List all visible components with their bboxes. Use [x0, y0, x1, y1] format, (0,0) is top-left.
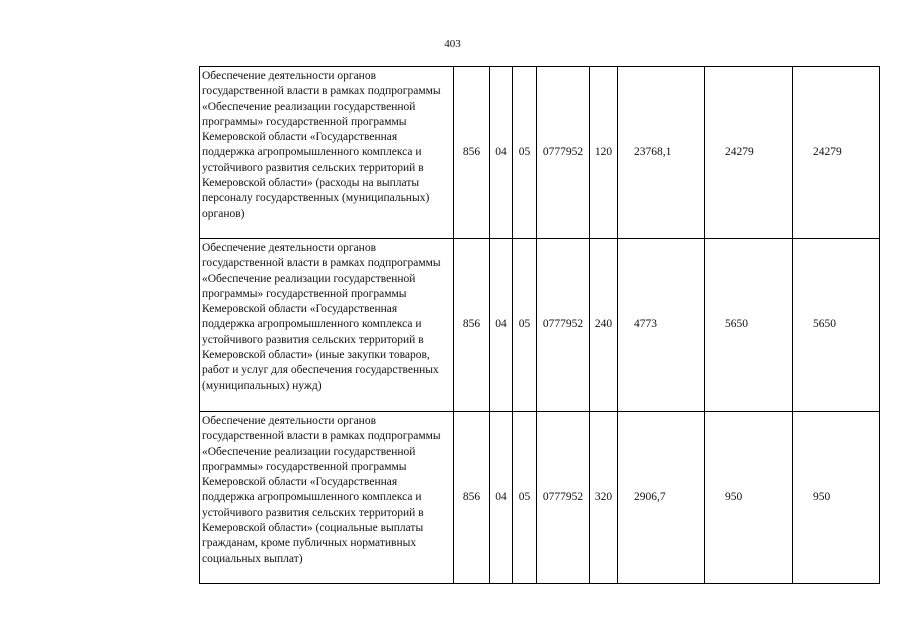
amount-year-1: 4773 — [618, 239, 705, 412]
budget-table — [199, 66, 880, 584]
subsection-code: 05 — [513, 412, 537, 584]
ministry-code: 856 — [454, 239, 490, 412]
row-description: Обеспечение деятельности органов государственной власти в рамках подпрограммы «Обеспечение реализации государственной программы» государственной программы Кемеровской области «Государственная поддержка агропромышленного комплекса и устойчивого развития сельских территорий в Кемеровской области» (социальные выплаты гражданам, кроме публичных нормативных социальных выплат) — [200, 412, 454, 584]
table-row — [200, 412, 880, 584]
amount-year-2: 950 — [705, 412, 793, 584]
amount-year-3: 5650 — [793, 239, 880, 412]
amount-year-1: 23768,1 — [618, 67, 705, 239]
target-article-code: 0777952 — [537, 412, 590, 584]
ministry-code: 856 — [454, 412, 490, 584]
page-number: 403 — [444, 38, 461, 50]
amount-year-3: 24279 — [793, 67, 880, 239]
expense-type-code: 240 — [590, 239, 618, 412]
section-code: 04 — [490, 67, 513, 239]
section-code: 04 — [490, 239, 513, 412]
target-article-code: 0777952 — [537, 239, 590, 412]
expense-type-code: 320 — [590, 412, 618, 584]
subsection-code: 05 — [513, 67, 537, 239]
row-description: Обеспечение деятельности органов государственной власти в рамках подпрограммы «Обеспечение реализации государственной программы» государственной программы Кемеровской области «Государственная поддержка агропромышленного комплекса и устойчивого развития сельских территорий в Кемеровской области» (иные закупки товаров, работ и услуг для обеспечения государственных (муниципальных) нужд) — [200, 239, 454, 412]
ministry-code: 856 — [454, 67, 490, 239]
subsection-code: 05 — [513, 239, 537, 412]
amount-year-1: 2906,7 — [618, 412, 705, 584]
amount-year-3: 950 — [793, 412, 880, 584]
row-description: Обеспечение деятельности органов государственной власти в рамках подпрограммы «Обеспечение реализации государственной программы» государственной программы Кемеровской области «Государственная поддержка агропромышленного комплекса и устойчивого развития сельских территорий в Кемеровской области» (расходы на выплаты персоналу государственных (муниципальных) органов) — [200, 67, 454, 239]
amount-year-2: 5650 — [705, 239, 793, 412]
table-row — [200, 67, 880, 239]
expense-type-code: 120 — [590, 67, 618, 239]
amount-year-2: 24279 — [705, 67, 793, 239]
target-article-code: 0777952 — [537, 67, 590, 239]
section-code: 04 — [490, 412, 513, 584]
table-row — [200, 239, 880, 412]
